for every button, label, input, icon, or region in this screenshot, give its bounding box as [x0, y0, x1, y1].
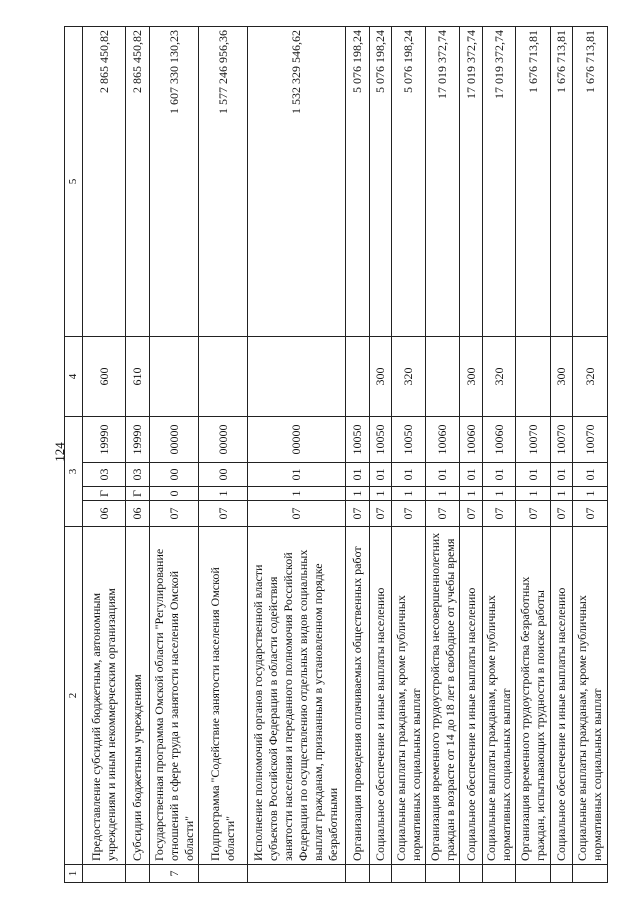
- amount: 1 532 329 546,62: [247, 27, 345, 337]
- code-part-1: 07: [573, 501, 608, 527]
- code-part-4: 00000: [150, 417, 199, 463]
- code-part-4: 10070: [550, 417, 572, 463]
- row-name: Социальное обеспечение и иные выплаты населению: [550, 527, 572, 865]
- amount: 1 676 713,81: [573, 27, 608, 337]
- row-number: [369, 865, 391, 883]
- table-body: [65, 27, 608, 883]
- row-number: [345, 865, 369, 883]
- amount: 17 019 372,74: [482, 27, 516, 337]
- budget-table: [64, 26, 608, 883]
- page-number: 124: [52, 442, 67, 462]
- code-part-1: 06: [83, 501, 126, 527]
- code-part-4: 10060: [460, 417, 482, 463]
- code-part-3: 01: [369, 463, 391, 487]
- code-part-1: 07: [460, 501, 482, 527]
- amount: 2 865 450,82: [83, 27, 126, 337]
- code-part-3: 01: [573, 463, 608, 487]
- code-part-2: 1: [199, 487, 248, 501]
- expense-type-code: 300: [369, 337, 391, 417]
- header-col-1: 1: [65, 865, 83, 883]
- amount: 17 019 372,74: [460, 27, 482, 337]
- row-name: Социальные выплаты гражданам, кроме публичных нормативных социальных выплат: [482, 527, 516, 865]
- row-name: Социальное обеспечение и иные выплаты населению: [460, 527, 482, 865]
- code-part-2: 1: [550, 487, 572, 501]
- code-part-4: 10050: [392, 417, 426, 463]
- table-row: [573, 27, 608, 883]
- code-part-3: 01: [516, 463, 551, 487]
- header-col-2: 2: [65, 527, 83, 865]
- expense-type-code: 300: [460, 337, 482, 417]
- expense-type-code: [150, 337, 199, 417]
- code-part-4: 19990: [83, 417, 126, 463]
- expense-type-code: 320: [392, 337, 426, 417]
- code-part-1: 07: [425, 501, 460, 527]
- code-part-4: 19990: [126, 417, 150, 463]
- row-name: Организация временного трудоустройства несовершеннолетних граждан в возрасте от 14 до 18 лет в свободное от учебы время: [425, 527, 460, 865]
- code-part-3: 01: [247, 463, 345, 487]
- code-part-2: 1: [425, 487, 460, 501]
- code-part-4: 10060: [482, 417, 516, 463]
- code-part-3: 01: [482, 463, 516, 487]
- code-part-4: 10070: [516, 417, 551, 463]
- expense-type-code: 300: [550, 337, 572, 417]
- expense-type-code: [516, 337, 551, 417]
- code-part-1: 07: [345, 501, 369, 527]
- row-name: Подпрограмма "Содействие занятости населения Омской области": [199, 527, 248, 865]
- row-number: [516, 865, 551, 883]
- code-part-3: 03: [83, 463, 126, 487]
- header-col-4: 4: [65, 337, 83, 417]
- table-row: [460, 27, 482, 883]
- amount: 1 577 246 956,36: [199, 27, 248, 337]
- expense-type-code: 600: [83, 337, 126, 417]
- code-part-2: 1: [392, 487, 426, 501]
- table-row: [83, 27, 126, 883]
- code-part-2: 1: [573, 487, 608, 501]
- table-row: [482, 27, 516, 883]
- row-number: [83, 865, 126, 883]
- row-number: [425, 865, 460, 883]
- table-row: [392, 27, 426, 883]
- code-part-2: Г: [83, 487, 126, 501]
- expense-type-code: 610: [126, 337, 150, 417]
- code-part-3: 01: [345, 463, 369, 487]
- code-part-2: 1: [247, 487, 345, 501]
- code-part-1: 07: [516, 501, 551, 527]
- code-part-1: 07: [150, 501, 199, 527]
- table-row: [516, 27, 551, 883]
- code-part-2: 0: [150, 487, 199, 501]
- table-row: [345, 27, 369, 883]
- row-name: Субсидии бюджетным учреждениям: [126, 527, 150, 865]
- row-number: [482, 865, 516, 883]
- code-part-2: 1: [516, 487, 551, 501]
- table-row: [425, 27, 460, 883]
- row-number: [460, 865, 482, 883]
- amount: 1 607 330 130,23: [150, 27, 199, 337]
- code-part-3: 01: [425, 463, 460, 487]
- code-part-4: 00000: [199, 417, 248, 463]
- amount: 5 076 198,24: [345, 27, 369, 337]
- row-name: Организация проведения оплачиваемых общественных работ: [345, 527, 369, 865]
- code-part-2: 1: [460, 487, 482, 501]
- row-name: Социальные выплаты гражданам, кроме публичных нормативных социальных выплат: [573, 527, 608, 865]
- code-part-1: 07: [247, 501, 345, 527]
- code-part-2: 1: [345, 487, 369, 501]
- table-row: [199, 27, 248, 883]
- code-part-3: 03: [126, 463, 150, 487]
- header-col-3: 3: [65, 417, 83, 527]
- code-part-3: 01: [392, 463, 426, 487]
- amount: 1 676 713,81: [550, 27, 572, 337]
- code-part-4: 10060: [425, 417, 460, 463]
- amount: 5 076 198,24: [392, 27, 426, 337]
- row-number: [199, 865, 248, 883]
- code-part-3: 01: [460, 463, 482, 487]
- expense-type-code: [247, 337, 345, 417]
- table-row: [369, 27, 391, 883]
- code-part-1: 06: [126, 501, 150, 527]
- expense-type-code: [199, 337, 248, 417]
- header-col-5: 5: [65, 27, 83, 337]
- table-row: [247, 27, 345, 883]
- row-number: [550, 865, 572, 883]
- code-part-1: 07: [482, 501, 516, 527]
- row-number: [573, 865, 608, 883]
- code-part-2: 1: [482, 487, 516, 501]
- expense-type-code: 320: [482, 337, 516, 417]
- code-part-1: 07: [550, 501, 572, 527]
- rotated-page-content: [64, 27, 608, 883]
- expense-type-code: [345, 337, 369, 417]
- row-name: Организация временного трудоустройства безработных граждан, испытывающих трудности в поиске работы: [516, 527, 551, 865]
- row-number: [247, 865, 345, 883]
- row-number: 7: [150, 865, 199, 883]
- code-part-2: Г: [126, 487, 150, 501]
- row-name: Социальное обеспечение и иные выплаты населению: [369, 527, 391, 865]
- code-part-1: 07: [369, 501, 391, 527]
- code-part-1: 07: [199, 501, 248, 527]
- table-row: [550, 27, 572, 883]
- row-number: [392, 865, 426, 883]
- code-part-1: 07: [392, 501, 426, 527]
- code-part-3: 00: [150, 463, 199, 487]
- row-name: Социальные выплаты гражданам, кроме публичных нормативных социальных выплат: [392, 527, 426, 865]
- code-part-4: 10070: [573, 417, 608, 463]
- table-row: [126, 27, 150, 883]
- code-part-2: 1: [369, 487, 391, 501]
- amount: 17 019 372,74: [425, 27, 460, 337]
- amount: 2 865 450,82: [126, 27, 150, 337]
- code-part-4: 10050: [369, 417, 391, 463]
- code-part-4: 10050: [345, 417, 369, 463]
- table-row: [150, 27, 199, 883]
- code-part-3: 01: [550, 463, 572, 487]
- row-name: Предоставление субсидий бюджетным, автономным учреждениям и иным некоммерческим организациям: [83, 527, 126, 865]
- header-row: [65, 27, 83, 883]
- code-part-4: 00000: [247, 417, 345, 463]
- row-number: [126, 865, 150, 883]
- code-part-3: 00: [199, 463, 248, 487]
- amount: 5 076 198,24: [369, 27, 391, 337]
- expense-type-code: 320: [573, 337, 608, 417]
- amount: 1 676 713,81: [516, 27, 551, 337]
- expense-type-code: [425, 337, 460, 417]
- row-name: Исполнение полномочий органов государственной власти субъектов Российской Федерации в области содействия занятости населения и переданного полномочия Российской Федерации по осуществлению отдельных видов социальных выплат гражданам, признанным в установленном порядке безработными: [247, 527, 345, 865]
- row-name: Государственная программа Омской области "Регулирование отношений в сфере труда и занятости населения Омской области": [150, 527, 199, 865]
